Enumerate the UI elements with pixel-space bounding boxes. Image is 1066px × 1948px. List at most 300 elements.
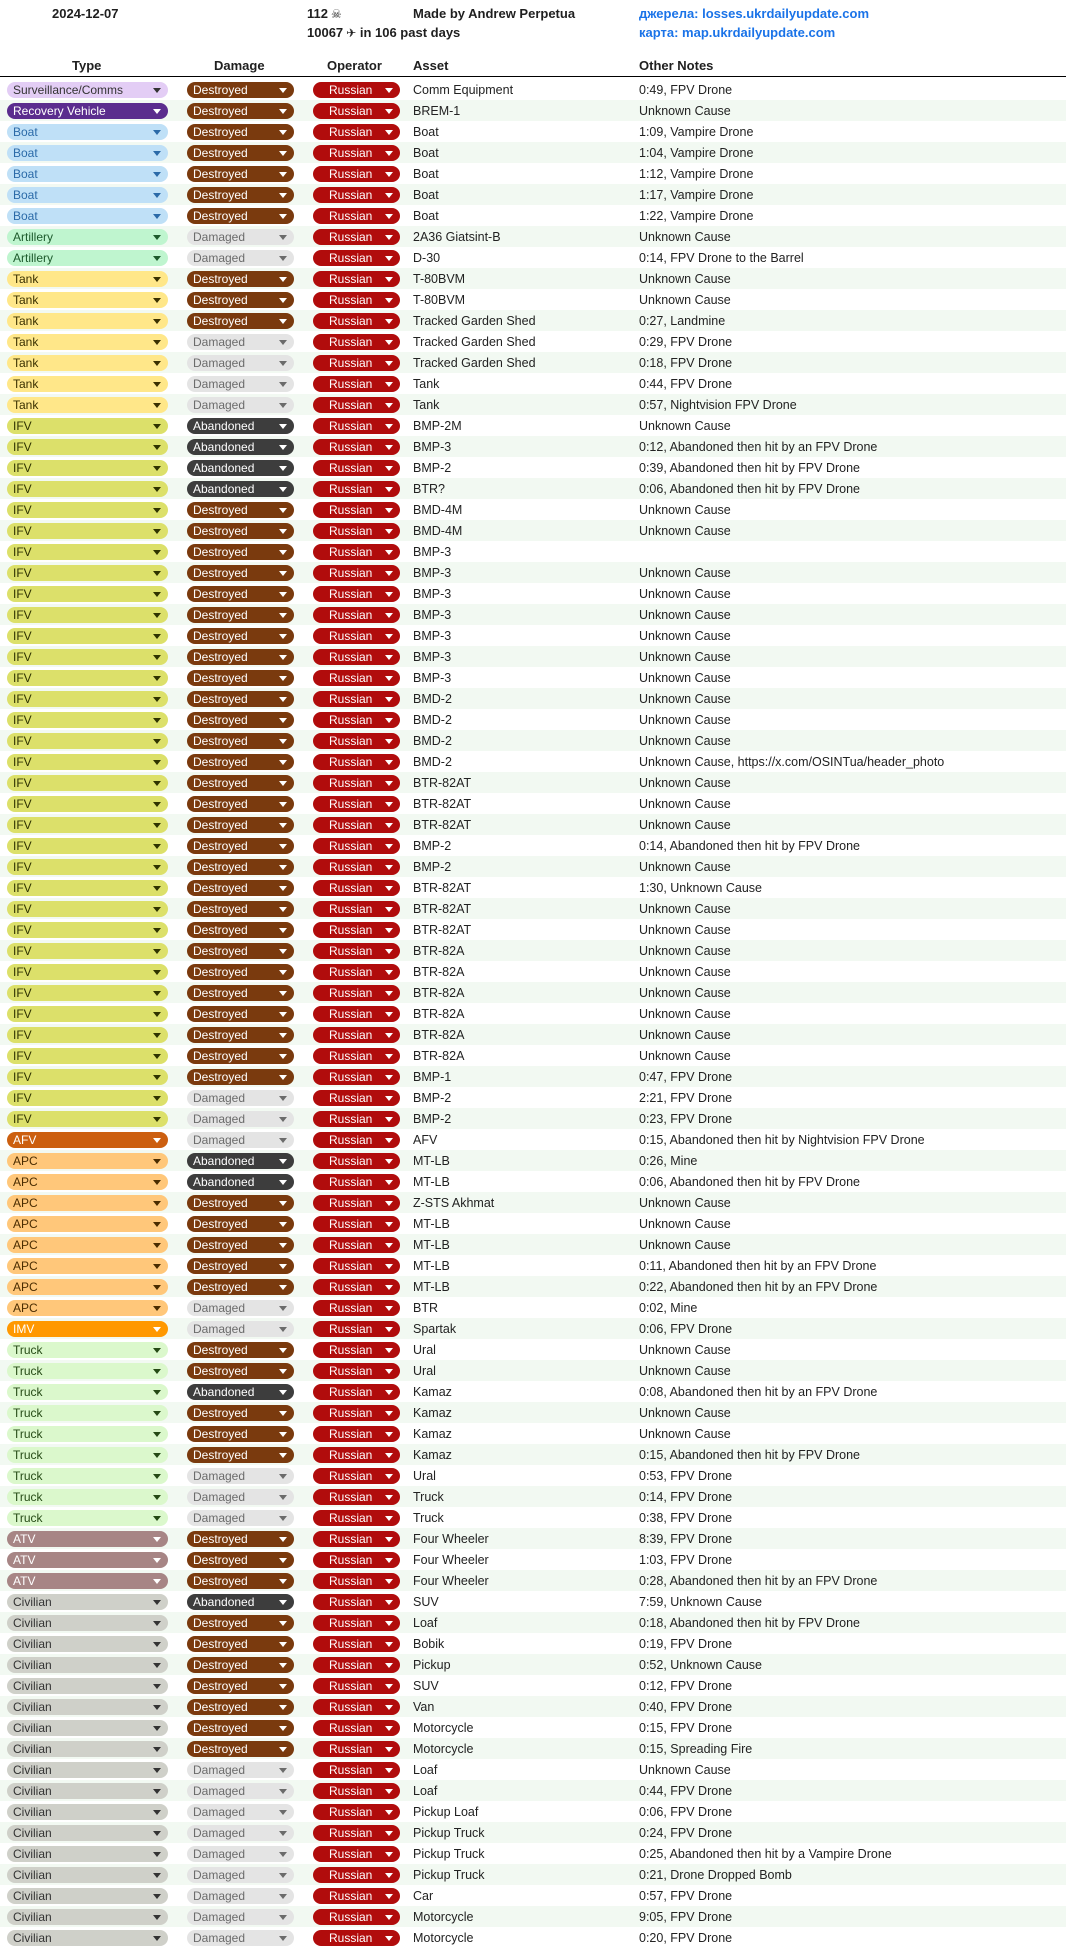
notes-cell[interactable]: 0:11, Abandoned then hit by an FPV Drone	[639, 1259, 877, 1273]
type-select[interactable]	[7, 943, 168, 959]
operator-select[interactable]	[313, 1699, 400, 1715]
operator-select[interactable]	[313, 1846, 400, 1862]
operator-select[interactable]	[313, 481, 400, 497]
damage-select[interactable]	[187, 1741, 294, 1757]
type-select[interactable]	[7, 208, 168, 224]
operator-select[interactable]	[313, 355, 400, 371]
type-select[interactable]	[7, 1573, 168, 1589]
asset-cell[interactable]: BTR-82A	[413, 1049, 465, 1063]
notes-cell[interactable]: 0:14, FPV Drone	[639, 1490, 733, 1504]
notes-cell[interactable]: 7:59, Unknown Cause	[639, 1595, 762, 1609]
damage-select[interactable]	[187, 901, 294, 917]
operator-select[interactable]	[313, 1216, 400, 1232]
asset-cell[interactable]: BTR-82AT	[413, 881, 472, 895]
operator-select[interactable]	[313, 250, 400, 266]
type-select[interactable]	[7, 334, 168, 350]
operator-select[interactable]	[313, 859, 400, 875]
asset-cell[interactable]: Car	[413, 1889, 434, 1903]
type-select[interactable]	[7, 880, 168, 896]
notes-cell[interactable]: 0:12, FPV Drone	[639, 1679, 733, 1693]
operator-select[interactable]	[313, 187, 400, 203]
damage-select[interactable]	[187, 481, 294, 497]
operator-select[interactable]	[313, 1027, 400, 1043]
notes-cell[interactable]: Unknown Cause	[639, 713, 731, 727]
damage-select[interactable]	[187, 1132, 294, 1148]
damage-select[interactable]	[187, 523, 294, 539]
damage-select[interactable]	[187, 1090, 294, 1106]
notes-cell[interactable]: 1:17, Vampire Drone	[639, 188, 754, 202]
type-select[interactable]	[7, 1699, 168, 1715]
notes-cell[interactable]: 0:47, FPV Drone	[639, 1070, 733, 1084]
asset-cell[interactable]: Pickup Truck	[413, 1868, 485, 1882]
type-select[interactable]	[7, 376, 168, 392]
asset-cell[interactable]: BMP-3	[413, 608, 452, 622]
damage-select[interactable]	[187, 1804, 294, 1820]
asset-cell[interactable]: BMD-2	[413, 734, 452, 748]
damage-select[interactable]	[187, 1279, 294, 1295]
type-select[interactable]	[7, 1930, 168, 1946]
notes-cell[interactable]: 0:23, FPV Drone	[639, 1112, 733, 1126]
asset-cell[interactable]: BMP-2	[413, 860, 452, 874]
type-select[interactable]	[7, 775, 168, 791]
damage-select[interactable]	[187, 1510, 294, 1526]
damage-select[interactable]	[187, 208, 294, 224]
damage-select[interactable]	[187, 754, 294, 770]
asset-cell[interactable]: SUV	[413, 1595, 439, 1609]
asset-cell[interactable]: Kamaz	[413, 1406, 452, 1420]
asset-cell[interactable]: Tracked Garden Shed	[413, 314, 536, 328]
type-select[interactable]	[7, 1300, 168, 1316]
notes-cell[interactable]: 9:05, FPV Drone	[639, 1910, 733, 1924]
notes-cell[interactable]: 0:06, FPV Drone	[639, 1322, 733, 1336]
damage-select[interactable]	[187, 1489, 294, 1505]
notes-cell[interactable]: 1:22, Vampire Drone	[639, 209, 754, 223]
type-select[interactable]	[7, 733, 168, 749]
asset-cell[interactable]: MT-LB	[413, 1175, 450, 1189]
damage-select[interactable]	[187, 1552, 294, 1568]
operator-select[interactable]	[313, 1657, 400, 1673]
type-select[interactable]	[7, 1510, 168, 1526]
notes-cell[interactable]: 0:15, Spreading Fire	[639, 1742, 753, 1756]
asset-cell[interactable]: Boat	[413, 146, 439, 160]
type-select[interactable]	[7, 964, 168, 980]
damage-select[interactable]	[187, 1006, 294, 1022]
damage-select[interactable]	[187, 964, 294, 980]
asset-cell[interactable]: Pickup Truck	[413, 1826, 485, 1840]
type-select[interactable]	[7, 1447, 168, 1463]
damage-select[interactable]	[187, 1111, 294, 1127]
operator-select[interactable]	[313, 397, 400, 413]
operator-select[interactable]	[313, 1678, 400, 1694]
damage-select[interactable]	[187, 1615, 294, 1631]
damage-select[interactable]	[187, 1405, 294, 1421]
asset-cell[interactable]: Comm Equipment	[413, 83, 514, 97]
asset-cell[interactable]: BTR-82AT	[413, 923, 472, 937]
type-select[interactable]	[7, 922, 168, 938]
notes-cell[interactable]: Unknown Cause	[639, 671, 731, 685]
asset-cell[interactable]: AFV	[413, 1133, 438, 1147]
asset-cell[interactable]: BMP-2	[413, 1112, 452, 1126]
operator-select[interactable]	[313, 1342, 400, 1358]
damage-select[interactable]	[187, 544, 294, 560]
type-select[interactable]	[7, 649, 168, 665]
type-select[interactable]	[7, 1384, 168, 1400]
damage-select[interactable]	[187, 187, 294, 203]
asset-cell[interactable]: T-80BVM	[413, 293, 466, 307]
asset-cell[interactable]: BMP-2M	[413, 419, 462, 433]
asset-cell[interactable]: BREM-1	[413, 104, 461, 118]
damage-select[interactable]	[187, 1783, 294, 1799]
type-select[interactable]	[7, 1720, 168, 1736]
operator-select[interactable]	[313, 754, 400, 770]
damage-select[interactable]	[187, 670, 294, 686]
type-select[interactable]	[7, 1006, 168, 1022]
operator-select[interactable]	[313, 1048, 400, 1064]
damage-select[interactable]	[187, 1867, 294, 1883]
damage-select[interactable]	[187, 1027, 294, 1043]
damage-select[interactable]	[187, 922, 294, 938]
type-select[interactable]	[7, 670, 168, 686]
damage-select[interactable]	[187, 1426, 294, 1442]
asset-cell[interactable]: Bobik	[413, 1637, 445, 1651]
operator-select[interactable]	[313, 1720, 400, 1736]
damage-select[interactable]	[187, 124, 294, 140]
notes-cell[interactable]: Unknown Cause	[639, 230, 731, 244]
operator-select[interactable]	[313, 1132, 400, 1148]
operator-select[interactable]	[313, 901, 400, 917]
notes-cell[interactable]: 0:52, Unknown Cause	[639, 1658, 762, 1672]
asset-cell[interactable]: MT-LB	[413, 1217, 450, 1231]
type-select[interactable]	[7, 691, 168, 707]
operator-select[interactable]	[313, 103, 400, 119]
damage-select[interactable]	[187, 1237, 294, 1253]
operator-select[interactable]	[313, 1909, 400, 1925]
asset-cell[interactable]: Four Wheeler	[413, 1532, 489, 1546]
asset-cell[interactable]: Boat	[413, 188, 439, 202]
asset-cell[interactable]: Motorcycle	[413, 1742, 474, 1756]
asset-cell[interactable]: BMP-2	[413, 1091, 452, 1105]
damage-select[interactable]	[187, 628, 294, 644]
operator-select[interactable]	[313, 1111, 400, 1127]
notes-cell[interactable]: Unknown Cause	[639, 419, 731, 433]
asset-cell[interactable]: BMP-2	[413, 839, 452, 853]
type-select[interactable]	[7, 1426, 168, 1442]
notes-cell[interactable]: 0:08, Abandoned then hit by an FPV Drone	[639, 1385, 878, 1399]
damage-select[interactable]	[187, 1888, 294, 1904]
notes-cell[interactable]: 0:57, Nightvision FPV Drone	[639, 398, 797, 412]
asset-cell[interactable]: BMP-3	[413, 545, 452, 559]
type-select[interactable]	[7, 544, 168, 560]
operator-select[interactable]	[313, 1552, 400, 1568]
operator-select[interactable]	[313, 880, 400, 896]
operator-select[interactable]	[313, 1489, 400, 1505]
sources-link[interactable]: джерела: losses.ukrdailyupdate.com	[639, 6, 870, 21]
damage-select[interactable]	[187, 166, 294, 182]
operator-select[interactable]	[313, 607, 400, 623]
damage-select[interactable]	[187, 1342, 294, 1358]
type-select[interactable]	[7, 1909, 168, 1925]
damage-select[interactable]	[187, 1825, 294, 1841]
asset-cell[interactable]: BTR?	[413, 482, 445, 496]
notes-cell[interactable]: Unknown Cause	[639, 1763, 731, 1777]
operator-select[interactable]	[313, 1804, 400, 1820]
damage-select[interactable]	[187, 1048, 294, 1064]
asset-cell[interactable]: Boat	[413, 167, 439, 181]
asset-cell[interactable]: Kamaz	[413, 1427, 452, 1441]
asset-cell[interactable]: BMP-3	[413, 440, 452, 454]
operator-select[interactable]	[313, 733, 400, 749]
damage-select[interactable]	[187, 1447, 294, 1463]
notes-cell[interactable]: Unknown Cause	[639, 1364, 731, 1378]
type-select[interactable]	[7, 439, 168, 455]
notes-cell[interactable]: 0:44, FPV Drone	[639, 377, 733, 391]
notes-cell[interactable]: 0:25, Abandoned then hit by a Vampire Drone	[639, 1847, 892, 1861]
operator-select[interactable]	[313, 1888, 400, 1904]
notes-cell[interactable]: 0:15, FPV Drone	[639, 1721, 733, 1735]
operator-select[interactable]	[313, 502, 400, 518]
operator-select[interactable]	[313, 1468, 400, 1484]
damage-select[interactable]	[187, 796, 294, 812]
asset-cell[interactable]: BTR-82A	[413, 944, 465, 958]
notes-cell[interactable]: Unknown Cause	[639, 923, 731, 937]
operator-select[interactable]	[313, 292, 400, 308]
damage-select[interactable]	[187, 1363, 294, 1379]
asset-cell[interactable]: Tracked Garden Shed	[413, 335, 536, 349]
asset-cell[interactable]: Ural	[413, 1343, 436, 1357]
notes-cell[interactable]: 0:44, FPV Drone	[639, 1784, 733, 1798]
operator-select[interactable]	[313, 817, 400, 833]
asset-cell[interactable]: Kamaz	[413, 1385, 452, 1399]
operator-select[interactable]	[313, 1300, 400, 1316]
notes-cell[interactable]: 0:29, FPV Drone	[639, 335, 733, 349]
damage-select[interactable]	[187, 1699, 294, 1715]
notes-cell[interactable]: Unknown Cause	[639, 1196, 731, 1210]
damage-select[interactable]	[187, 565, 294, 581]
damage-select[interactable]	[187, 1468, 294, 1484]
damage-select[interactable]	[187, 943, 294, 959]
type-select[interactable]	[7, 859, 168, 875]
type-select[interactable]	[7, 1048, 168, 1064]
operator-select[interactable]	[313, 1867, 400, 1883]
notes-cell[interactable]: 0:19, FPV Drone	[639, 1637, 733, 1651]
type-select[interactable]	[7, 1342, 168, 1358]
notes-cell[interactable]: Unknown Cause	[639, 1238, 731, 1252]
damage-select[interactable]	[187, 1909, 294, 1925]
notes-cell[interactable]: 0:27, Landmine	[639, 314, 726, 328]
asset-cell[interactable]: Boat	[413, 125, 439, 139]
notes-cell[interactable]: Unknown Cause	[639, 1217, 731, 1231]
notes-cell[interactable]: Unknown Cause	[639, 566, 731, 580]
damage-select[interactable]	[187, 1258, 294, 1274]
type-select[interactable]	[7, 481, 168, 497]
operator-select[interactable]	[313, 460, 400, 476]
asset-cell[interactable]: Tank	[413, 398, 440, 412]
notes-cell[interactable]: Unknown Cause	[639, 1049, 731, 1063]
operator-select[interactable]	[313, 1762, 400, 1778]
operator-select[interactable]	[313, 544, 400, 560]
asset-cell[interactable]: Loaf	[413, 1784, 438, 1798]
operator-select[interactable]	[313, 124, 400, 140]
operator-select[interactable]	[313, 208, 400, 224]
damage-select[interactable]	[187, 82, 294, 98]
type-select[interactable]	[7, 1069, 168, 1085]
damage-select[interactable]	[187, 334, 294, 350]
notes-cell[interactable]: Unknown Cause	[639, 503, 731, 517]
operator-select[interactable]	[313, 1090, 400, 1106]
operator-select[interactable]	[313, 145, 400, 161]
asset-cell[interactable]: Spartak	[413, 1322, 457, 1336]
asset-cell[interactable]: MT-LB	[413, 1259, 450, 1273]
operator-select[interactable]	[313, 775, 400, 791]
operator-select[interactable]	[313, 691, 400, 707]
type-select[interactable]	[7, 1258, 168, 1274]
notes-cell[interactable]: Unknown Cause, https://x.com/OSINTua/header_photo	[639, 755, 945, 769]
type-select[interactable]	[7, 313, 168, 329]
damage-select[interactable]	[187, 1573, 294, 1589]
notes-cell[interactable]: 1:03, FPV Drone	[639, 1553, 733, 1567]
notes-cell[interactable]: Unknown Cause	[639, 1427, 731, 1441]
asset-cell[interactable]: BTR	[413, 1301, 438, 1315]
notes-cell[interactable]: 0:40, FPV Drone	[639, 1700, 733, 1714]
notes-cell[interactable]: Unknown Cause	[639, 965, 731, 979]
operator-select[interactable]	[313, 229, 400, 245]
operator-select[interactable]	[313, 1363, 400, 1379]
operator-select[interactable]	[313, 1237, 400, 1253]
notes-cell[interactable]: 0:02, Mine	[639, 1301, 698, 1315]
type-select[interactable]	[7, 250, 168, 266]
type-select[interactable]	[7, 1846, 168, 1862]
operator-select[interactable]	[313, 418, 400, 434]
notes-cell[interactable]: 0:22, Abandoned then hit by an FPV Drone	[639, 1280, 878, 1294]
asset-cell[interactable]: Motorcycle	[413, 1721, 474, 1735]
notes-cell[interactable]: Unknown Cause	[639, 1343, 731, 1357]
asset-cell[interactable]: Loaf	[413, 1616, 438, 1630]
notes-cell[interactable]: Unknown Cause	[639, 650, 731, 664]
operator-select[interactable]	[313, 796, 400, 812]
asset-cell[interactable]: BMP-3	[413, 587, 452, 601]
notes-cell[interactable]: 0:39, Abandoned then hit by FPV Drone	[639, 461, 860, 475]
notes-cell[interactable]: 0:49, FPV Drone	[639, 83, 733, 97]
asset-cell[interactable]: Motorcycle	[413, 1931, 474, 1945]
asset-cell[interactable]: MT-LB	[413, 1238, 450, 1252]
operator-select[interactable]	[313, 1573, 400, 1589]
damage-select[interactable]	[187, 502, 294, 518]
asset-cell[interactable]: MT-LB	[413, 1280, 450, 1294]
type-select[interactable]	[7, 187, 168, 203]
operator-select[interactable]	[313, 1741, 400, 1757]
operator-select[interactable]	[313, 1636, 400, 1652]
operator-select[interactable]	[313, 838, 400, 854]
damage-select[interactable]	[187, 103, 294, 119]
damage-select[interactable]	[187, 817, 294, 833]
operator-select[interactable]	[313, 334, 400, 350]
type-select[interactable]	[7, 523, 168, 539]
damage-select[interactable]	[187, 418, 294, 434]
operator-select[interactable]	[313, 628, 400, 644]
operator-select[interactable]	[313, 565, 400, 581]
asset-cell[interactable]: Pickup Loaf	[413, 1805, 479, 1819]
type-select[interactable]	[7, 418, 168, 434]
type-select[interactable]	[7, 460, 168, 476]
operator-select[interactable]	[313, 1384, 400, 1400]
type-select[interactable]	[7, 1237, 168, 1253]
notes-cell[interactable]: 1:12, Vampire Drone	[639, 167, 754, 181]
notes-cell[interactable]: 0:06, Abandoned then hit by FPV Drone	[639, 1175, 860, 1189]
operator-select[interactable]	[313, 1615, 400, 1631]
asset-cell[interactable]: 2A36 Giatsint-B	[413, 230, 501, 244]
asset-cell[interactable]: BMP-3	[413, 650, 452, 664]
asset-cell[interactable]: Four Wheeler	[413, 1553, 489, 1567]
type-select[interactable]	[7, 292, 168, 308]
operator-select[interactable]	[313, 1195, 400, 1211]
type-select[interactable]	[7, 712, 168, 728]
asset-cell[interactable]: Tank	[413, 377, 440, 391]
asset-cell[interactable]: BMD-2	[413, 713, 452, 727]
operator-select[interactable]	[313, 1510, 400, 1526]
damage-select[interactable]	[187, 1069, 294, 1085]
asset-cell[interactable]: Ural	[413, 1469, 436, 1483]
damage-select[interactable]	[187, 859, 294, 875]
notes-cell[interactable]: 8:39, FPV Drone	[639, 1532, 733, 1546]
operator-select[interactable]	[313, 1321, 400, 1337]
operator-select[interactable]	[313, 649, 400, 665]
type-select[interactable]	[7, 838, 168, 854]
asset-cell[interactable]: Van	[413, 1700, 435, 1714]
operator-select[interactable]	[313, 1783, 400, 1799]
column-header-type[interactable]: Type	[72, 58, 102, 73]
type-select[interactable]	[7, 1216, 168, 1232]
type-select[interactable]	[7, 985, 168, 1001]
asset-cell[interactable]: MT-LB	[413, 1154, 450, 1168]
damage-select[interactable]	[187, 460, 294, 476]
type-select[interactable]	[7, 1741, 168, 1757]
type-select[interactable]	[7, 1867, 168, 1883]
asset-cell[interactable]: Truck	[413, 1511, 444, 1525]
damage-select[interactable]	[187, 775, 294, 791]
damage-select[interactable]	[187, 355, 294, 371]
type-select[interactable]	[7, 1615, 168, 1631]
damage-select[interactable]	[187, 1531, 294, 1547]
damage-select[interactable]	[187, 985, 294, 1001]
notes-cell[interactable]: Unknown Cause	[639, 1007, 731, 1021]
damage-select[interactable]	[187, 1720, 294, 1736]
notes-cell[interactable]: Unknown Cause	[639, 104, 731, 118]
type-select[interactable]	[7, 1678, 168, 1694]
notes-cell[interactable]: 0:14, Abandoned then hit by FPV Drone	[639, 839, 860, 853]
damage-select[interactable]	[187, 733, 294, 749]
damage-select[interactable]	[187, 1594, 294, 1610]
asset-cell[interactable]: Truck	[413, 1490, 444, 1504]
operator-select[interactable]	[313, 586, 400, 602]
notes-cell[interactable]: Unknown Cause	[639, 944, 731, 958]
type-select[interactable]	[7, 1636, 168, 1652]
asset-cell[interactable]: BMD-2	[413, 755, 452, 769]
type-select[interactable]	[7, 103, 168, 119]
asset-cell[interactable]: BTR-82A	[413, 965, 465, 979]
operator-select[interactable]	[313, 1930, 400, 1946]
notes-cell[interactable]: Unknown Cause	[639, 902, 731, 916]
asset-cell[interactable]: BMP-2	[413, 461, 452, 475]
type-select[interactable]	[7, 1090, 168, 1106]
type-select[interactable]	[7, 1468, 168, 1484]
asset-cell[interactable]: Ural	[413, 1364, 436, 1378]
damage-select[interactable]	[187, 1195, 294, 1211]
notes-cell[interactable]: Unknown Cause	[639, 1406, 731, 1420]
notes-cell[interactable]: 2:21, FPV Drone	[639, 1091, 733, 1105]
operator-select[interactable]	[313, 1006, 400, 1022]
type-select[interactable]	[7, 1804, 168, 1820]
damage-select[interactable]	[187, 229, 294, 245]
